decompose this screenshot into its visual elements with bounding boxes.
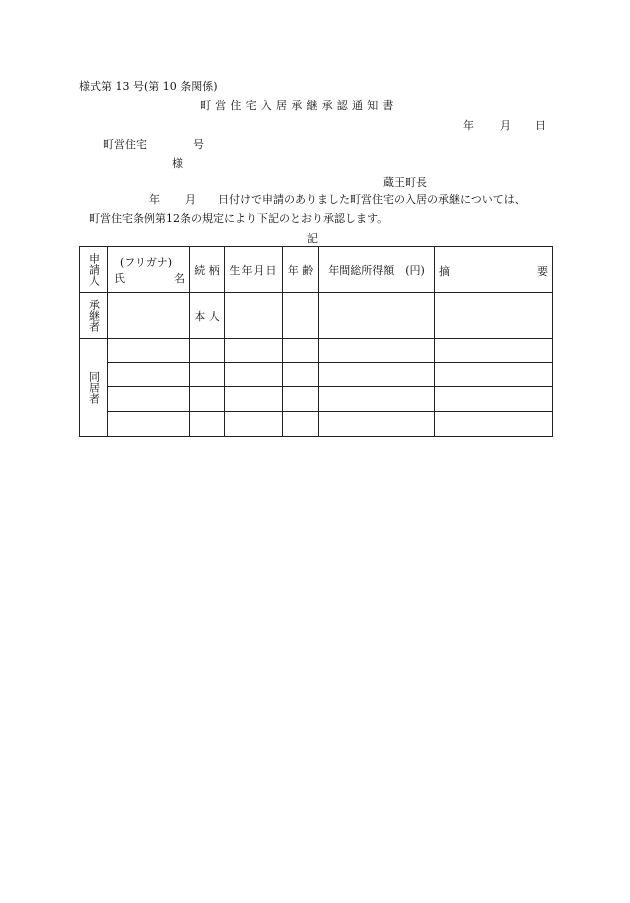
record-label: 記 <box>307 232 318 245</box>
name-shi-label: 氏 <box>114 272 125 285</box>
cohabitant-income-cell[interactable] <box>319 363 435 387</box>
body-line-2: 町営住宅条例第12条の規定により下記のとおり承認します。 <box>89 212 389 225</box>
number-label: 号 <box>193 138 204 151</box>
date-year: 年 <box>463 119 474 132</box>
cohabitant-remarks-cell[interactable] <box>435 339 553 363</box>
remarks-label-2: 要 <box>537 265 548 278</box>
successor-label: 承継者 <box>87 299 101 332</box>
cohabitant-income-cell[interactable] <box>319 339 435 363</box>
cohabitant-row <box>80 363 553 387</box>
cohabitant-name-cell[interactable] <box>108 387 190 412</box>
header-row <box>80 247 553 293</box>
honorific: 様 <box>172 157 183 170</box>
mayor-signature: 蔵王町長 <box>383 176 427 189</box>
successor-header <box>80 293 108 339</box>
cohabitant-birthdate-cell[interactable] <box>225 412 283 437</box>
cohabitant-row <box>80 339 553 363</box>
name-mei-label: 名 <box>174 272 185 285</box>
page-title: 町営住宅入居承継承認通知書 <box>200 99 398 112</box>
successor-birthdate-cell[interactable] <box>225 293 283 339</box>
successor-name-cell[interactable] <box>108 293 190 339</box>
date-month: 月 <box>500 119 511 132</box>
cohabitant-relation-cell[interactable] <box>190 412 225 437</box>
body-month: 月 <box>185 193 196 206</box>
cohabitant-relation-cell[interactable] <box>190 339 225 363</box>
successor-relation-cell: 本 人 <box>190 293 225 339</box>
cohabitant-label: 同居者 <box>87 371 101 404</box>
cohabitant-relation-cell[interactable] <box>190 387 225 412</box>
cohabitant-birthdate-cell[interactable] <box>225 339 283 363</box>
body-line-1 <box>149 193 526 207</box>
cohabitant-header <box>80 339 108 437</box>
successor-age-cell[interactable] <box>283 293 319 339</box>
remarks-header <box>435 247 553 293</box>
cohabitant-birthdate-cell[interactable] <box>225 363 283 387</box>
cohabitant-age-cell[interactable] <box>283 387 319 412</box>
name-header <box>108 247 190 293</box>
cohabitant-income-cell[interactable] <box>319 387 435 412</box>
succession-table <box>79 246 553 437</box>
cohabitant-row <box>80 387 553 412</box>
cohabitant-birthdate-cell[interactable] <box>225 387 283 412</box>
date-line <box>463 119 546 133</box>
cohabitant-relation-cell[interactable] <box>190 363 225 387</box>
cohabitant-age-cell[interactable] <box>283 363 319 387</box>
cohabitant-row <box>80 412 553 437</box>
cohabitant-remarks-cell[interactable] <box>435 363 553 387</box>
applicant-label: 申請人 <box>87 253 101 286</box>
applicant-header <box>80 247 108 293</box>
body-text-1: 日付けで申請のありました町営住宅の入居の承継については、 <box>218 193 526 206</box>
cohabitant-age-cell[interactable] <box>283 339 319 363</box>
birthdate-header: 生年月日 <box>225 247 283 293</box>
date-day: 日 <box>535 119 546 132</box>
relation-header: 続 柄 <box>190 247 225 293</box>
housing-line <box>103 138 204 152</box>
cohabitant-name-cell[interactable] <box>108 339 190 363</box>
form-number: 様式第 13 号(第 10 条関係) <box>79 80 218 93</box>
cohabitant-name-cell[interactable] <box>108 363 190 387</box>
housing-label: 町営住宅 <box>103 138 147 151</box>
successor-income-cell[interactable] <box>319 293 435 339</box>
cohabitant-income-cell[interactable] <box>319 412 435 437</box>
cohabitant-remarks-cell[interactable] <box>435 412 553 437</box>
cohabitant-age-cell[interactable] <box>283 412 319 437</box>
successor-remarks-cell[interactable] <box>435 293 553 339</box>
furigana-label: (フリガナ) <box>120 256 173 269</box>
remarks-label-1: 摘 <box>439 265 450 278</box>
body-year: 年 <box>149 193 160 206</box>
cohabitant-name-cell[interactable] <box>108 412 190 437</box>
successor-row <box>80 293 553 339</box>
age-header: 年 齢 <box>283 247 319 293</box>
cohabitant-remarks-cell[interactable] <box>435 387 553 412</box>
income-header: 年間総所得額 (円) <box>319 247 435 293</box>
